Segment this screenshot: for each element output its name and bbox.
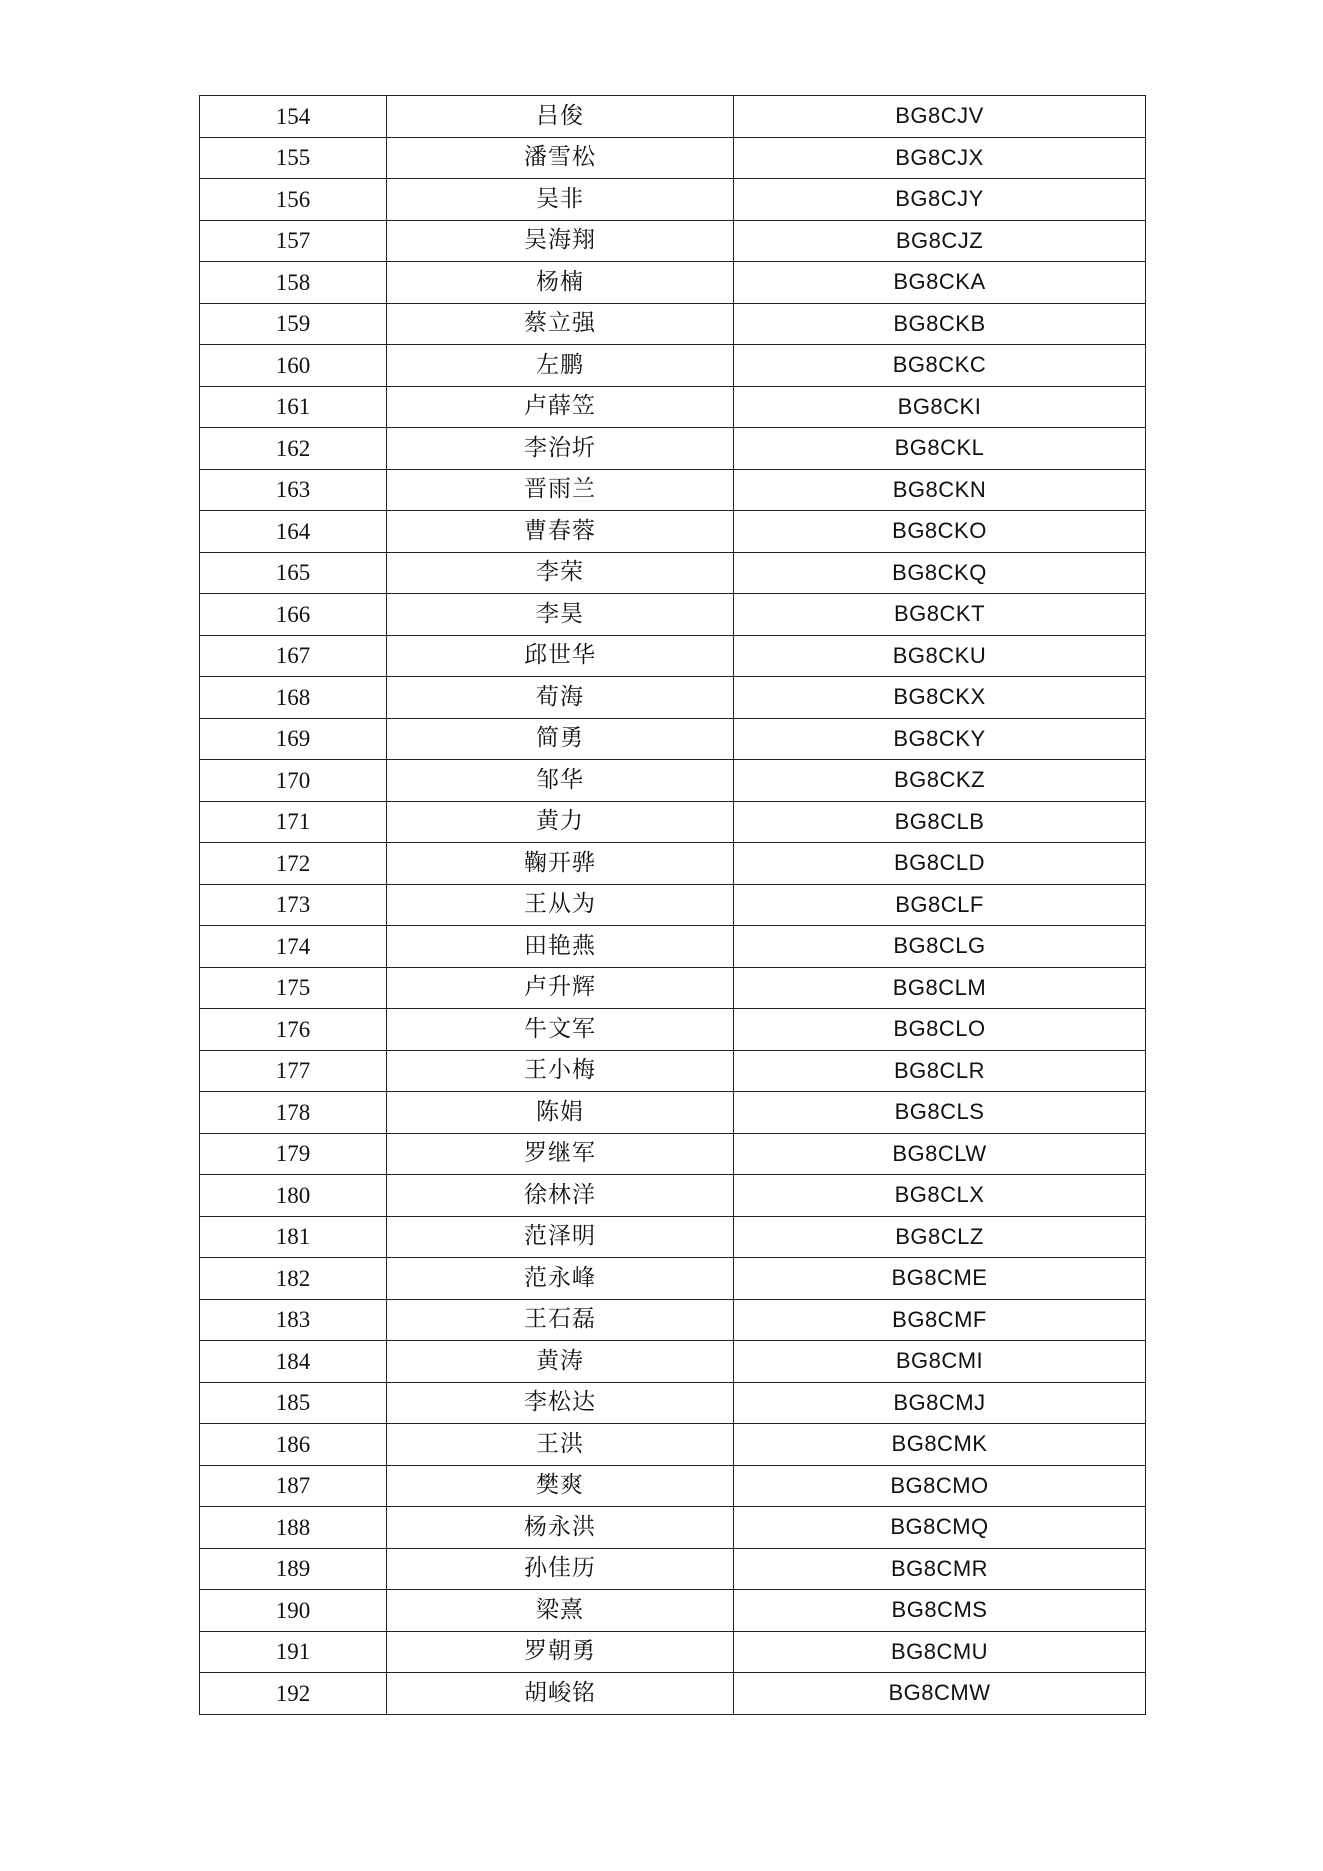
row-number-cell: 189	[200, 1548, 387, 1590]
operator-name-cell: 孙佳历	[387, 1548, 734, 1590]
table-row	[200, 303, 1146, 345]
operator-name-cell: 卢薛笠	[387, 386, 734, 428]
operator-name-cell: 杨楠	[387, 262, 734, 304]
operator-name-cell: 牛文军	[387, 1009, 734, 1051]
callsign-cell: BG8CJV	[734, 96, 1146, 138]
row-number-cell: 179	[200, 1133, 387, 1175]
table-row	[200, 1258, 1146, 1300]
callsign-cell: BG8CLW	[734, 1133, 1146, 1175]
operator-name-cell: 陈娟	[387, 1092, 734, 1134]
operator-name-cell: 晋雨兰	[387, 469, 734, 511]
operator-name-cell: 王石磊	[387, 1299, 734, 1341]
row-number-cell: 168	[200, 677, 387, 719]
row-number-cell: 174	[200, 926, 387, 968]
roster-table-body	[200, 96, 1146, 1715]
row-number-cell: 155	[200, 137, 387, 179]
table-row	[200, 677, 1146, 719]
operator-name-cell: 吴海翔	[387, 220, 734, 262]
operator-name-cell: 邱世华	[387, 635, 734, 677]
callsign-cell: BG8CJZ	[734, 220, 1146, 262]
row-number-cell: 157	[200, 220, 387, 262]
row-number-cell: 167	[200, 635, 387, 677]
operator-name-cell: 胡峻铭	[387, 1673, 734, 1715]
table-row	[200, 1092, 1146, 1134]
operator-name-cell: 杨永洪	[387, 1507, 734, 1549]
table-row	[200, 1673, 1146, 1715]
callsign-cell: BG8CKO	[734, 511, 1146, 553]
table-row	[200, 635, 1146, 677]
operator-name-cell: 鞠开骅	[387, 843, 734, 885]
callsign-cell: BG8CLB	[734, 801, 1146, 843]
table-row	[200, 1424, 1146, 1466]
operator-name-cell: 卢升辉	[387, 967, 734, 1009]
callsign-cell: BG8CLZ	[734, 1216, 1146, 1258]
row-number-cell: 185	[200, 1382, 387, 1424]
row-number-cell: 178	[200, 1092, 387, 1134]
row-number-cell: 191	[200, 1631, 387, 1673]
operator-name-cell: 李治圻	[387, 428, 734, 470]
callsign-cell: BG8CKT	[734, 594, 1146, 636]
operator-name-cell: 曹春蓉	[387, 511, 734, 553]
callsign-cell: BG8CMW	[734, 1673, 1146, 1715]
table-row	[200, 884, 1146, 926]
callsign-cell: BG8CKA	[734, 262, 1146, 304]
callsign-cell: BG8CMJ	[734, 1382, 1146, 1424]
row-number-cell: 188	[200, 1507, 387, 1549]
table-row	[200, 1175, 1146, 1217]
operator-name-cell: 李昊	[387, 594, 734, 636]
callsign-cell: BG8CMU	[734, 1631, 1146, 1673]
callsign-cell: BG8CLD	[734, 843, 1146, 885]
table-row	[200, 428, 1146, 470]
operator-name-cell: 徐林洋	[387, 1175, 734, 1217]
callsign-cell: BG8CLG	[734, 926, 1146, 968]
row-number-cell: 176	[200, 1009, 387, 1051]
table-row	[200, 511, 1146, 553]
operator-name-cell: 左鹏	[387, 345, 734, 387]
row-number-cell: 158	[200, 262, 387, 304]
callsign-cell: BG8CMK	[734, 1424, 1146, 1466]
operator-name-cell: 简勇	[387, 718, 734, 760]
row-number-cell: 180	[200, 1175, 387, 1217]
operator-name-cell: 范永峰	[387, 1258, 734, 1300]
row-number-cell: 154	[200, 96, 387, 138]
table-row	[200, 386, 1146, 428]
callsign-cell: BG8CKZ	[734, 760, 1146, 802]
callsign-cell: BG8CKL	[734, 428, 1146, 470]
operator-name-cell: 梁熹	[387, 1590, 734, 1632]
table-row	[200, 1216, 1146, 1258]
callsign-cell: BG8CJY	[734, 179, 1146, 221]
table-row	[200, 220, 1146, 262]
table-row	[200, 1009, 1146, 1051]
row-number-cell: 192	[200, 1673, 387, 1715]
operator-name-cell: 王从为	[387, 884, 734, 926]
table-row	[200, 926, 1146, 968]
callsign-cell: BG8CJX	[734, 137, 1146, 179]
callsign-cell: BG8CMO	[734, 1465, 1146, 1507]
table-row	[200, 1341, 1146, 1383]
callsign-cell: BG8CLS	[734, 1092, 1146, 1134]
operator-name-cell: 罗朝勇	[387, 1631, 734, 1673]
callsign-cell: BG8CKB	[734, 303, 1146, 345]
table-row	[200, 1133, 1146, 1175]
callsign-cell: BG8CMI	[734, 1341, 1146, 1383]
table-row	[200, 1465, 1146, 1507]
callsign-cell: BG8CLO	[734, 1009, 1146, 1051]
row-number-cell: 173	[200, 884, 387, 926]
row-number-cell: 163	[200, 469, 387, 511]
table-row	[200, 1548, 1146, 1590]
row-number-cell: 164	[200, 511, 387, 553]
table-row	[200, 179, 1146, 221]
operator-name-cell: 荀海	[387, 677, 734, 719]
table-row	[200, 801, 1146, 843]
table-row	[200, 1299, 1146, 1341]
operator-name-cell: 李荣	[387, 552, 734, 594]
callsign-cell: BG8CKQ	[734, 552, 1146, 594]
row-number-cell: 170	[200, 760, 387, 802]
callsign-cell: BG8CKC	[734, 345, 1146, 387]
table-row	[200, 345, 1146, 387]
row-number-cell: 181	[200, 1216, 387, 1258]
callsign-cell: BG8CLX	[734, 1175, 1146, 1217]
table-row	[200, 96, 1146, 138]
operator-name-cell: 田艳燕	[387, 926, 734, 968]
callsign-cell: BG8CLR	[734, 1050, 1146, 1092]
callsign-cell: BG8CMS	[734, 1590, 1146, 1632]
row-number-cell: 156	[200, 179, 387, 221]
table-row	[200, 137, 1146, 179]
operator-name-cell: 范泽明	[387, 1216, 734, 1258]
callsign-cell: BG8CKY	[734, 718, 1146, 760]
row-number-cell: 166	[200, 594, 387, 636]
table-row	[200, 469, 1146, 511]
operator-name-cell: 吕俊	[387, 96, 734, 138]
operator-name-cell: 王小梅	[387, 1050, 734, 1092]
table-row	[200, 262, 1146, 304]
callsign-roster-table	[199, 95, 1146, 1715]
callsign-cell: BG8CKX	[734, 677, 1146, 719]
row-number-cell: 162	[200, 428, 387, 470]
table-row	[200, 1050, 1146, 1092]
row-number-cell: 175	[200, 967, 387, 1009]
row-number-cell: 177	[200, 1050, 387, 1092]
callsign-cell: BG8CMR	[734, 1548, 1146, 1590]
row-number-cell: 171	[200, 801, 387, 843]
row-number-cell: 160	[200, 345, 387, 387]
row-number-cell: 159	[200, 303, 387, 345]
row-number-cell: 172	[200, 843, 387, 885]
callsign-cell: BG8CLF	[734, 884, 1146, 926]
row-number-cell: 186	[200, 1424, 387, 1466]
operator-name-cell: 邹华	[387, 760, 734, 802]
row-number-cell: 183	[200, 1299, 387, 1341]
table-row	[200, 594, 1146, 636]
operator-name-cell: 樊爽	[387, 1465, 734, 1507]
table-row	[200, 760, 1146, 802]
table-row	[200, 1631, 1146, 1673]
table-row	[200, 843, 1146, 885]
table-row	[200, 1590, 1146, 1632]
callsign-cell: BG8CLM	[734, 967, 1146, 1009]
operator-name-cell: 潘雪松	[387, 137, 734, 179]
row-number-cell: 165	[200, 552, 387, 594]
operator-name-cell: 王洪	[387, 1424, 734, 1466]
table-row	[200, 718, 1146, 760]
row-number-cell: 182	[200, 1258, 387, 1300]
operator-name-cell: 李松达	[387, 1382, 734, 1424]
row-number-cell: 184	[200, 1341, 387, 1383]
table-row	[200, 552, 1146, 594]
callsign-cell: BG8CKI	[734, 386, 1146, 428]
row-number-cell: 187	[200, 1465, 387, 1507]
operator-name-cell: 蔡立强	[387, 303, 734, 345]
table-row	[200, 1382, 1146, 1424]
operator-name-cell: 黄涛	[387, 1341, 734, 1383]
operator-name-cell: 罗继军	[387, 1133, 734, 1175]
operator-name-cell: 黄力	[387, 801, 734, 843]
row-number-cell: 161	[200, 386, 387, 428]
callsign-cell: BG8CKU	[734, 635, 1146, 677]
callsign-cell: BG8CME	[734, 1258, 1146, 1300]
row-number-cell: 190	[200, 1590, 387, 1632]
callsign-cell: BG8CMQ	[734, 1507, 1146, 1549]
operator-name-cell: 吴非	[387, 179, 734, 221]
callsign-cell: BG8CKN	[734, 469, 1146, 511]
callsign-cell: BG8CMF	[734, 1299, 1146, 1341]
table-row	[200, 1507, 1146, 1549]
row-number-cell: 169	[200, 718, 387, 760]
table-row	[200, 967, 1146, 1009]
